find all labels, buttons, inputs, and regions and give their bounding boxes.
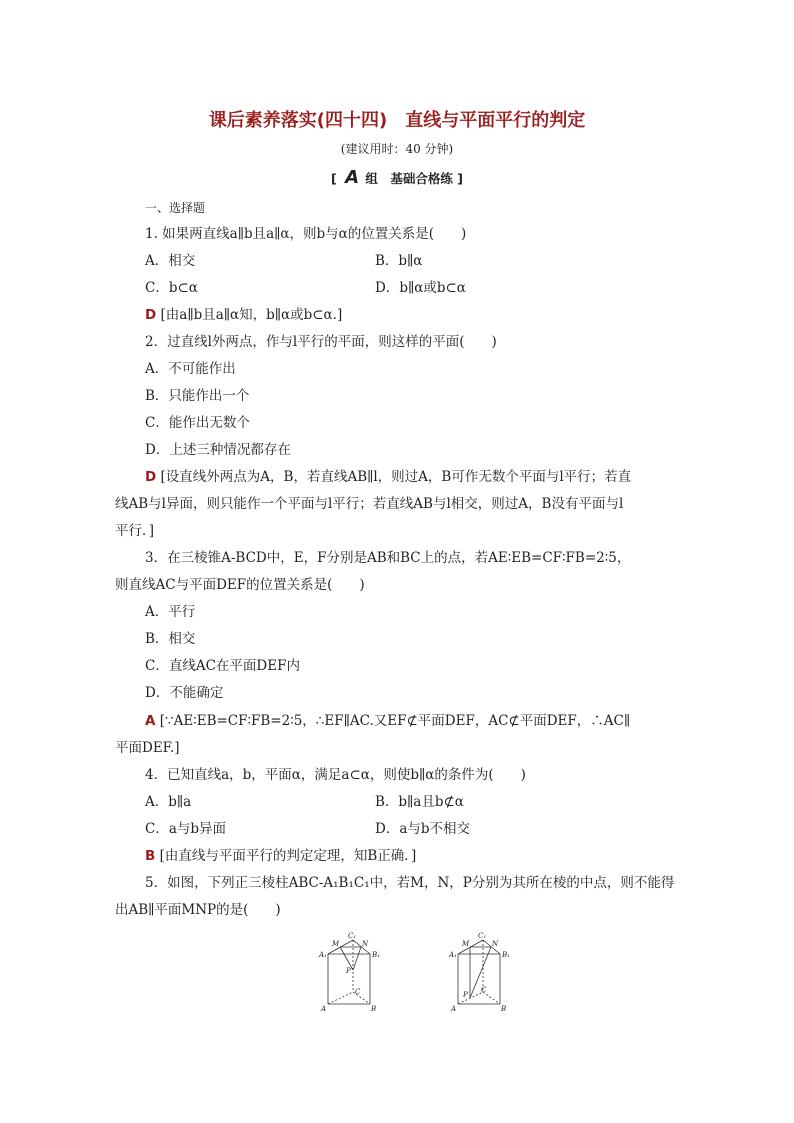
q2-option-c: C．能作出无数个 bbox=[145, 415, 250, 431]
q4-answer bbox=[145, 847, 416, 865]
q4-answer-letter: B bbox=[145, 848, 156, 864]
q1-answer-text: [由a∥b且a∥α知，b∥α或b⊂α.] bbox=[160, 307, 343, 323]
q2-option-d: D．上述三种情况都存在 bbox=[145, 442, 291, 458]
q3-option-b: B．相交 bbox=[145, 631, 196, 647]
q4-option-d: D．a与b不相交 bbox=[375, 821, 471, 837]
fig1-label-c1: C₁ bbox=[348, 932, 357, 940]
q2-answer-line-2: 线AB与l异面，则只能作一个平面与l平行；若直线AB与l相交，则过A，B没有平面与l bbox=[115, 496, 624, 512]
q1-stem: 1. 如果两直线a∥b且a∥α，则b与α的位置关系是( ) bbox=[145, 226, 467, 242]
q3-option-d: D．不能确定 bbox=[145, 685, 224, 701]
fig1-label-a: A bbox=[321, 1005, 327, 1013]
fig1-label-p: P bbox=[346, 967, 351, 975]
q4-option-c: C．a与b异面 bbox=[145, 821, 227, 837]
q4-answer-text: [由直线与平面平行的判定定理，知B正确．] bbox=[159, 848, 417, 864]
fig2-label-b1: B₁ bbox=[502, 951, 510, 959]
group-bracket-open: [ bbox=[331, 171, 337, 186]
prism-figure-2 bbox=[448, 930, 518, 1014]
q5-stem-line-2: 出AB∥平面MNP的是( ) bbox=[115, 902, 281, 918]
fig2-label-c1: C₁ bbox=[478, 932, 487, 940]
q2-option-a: A．不可能作出 bbox=[145, 361, 236, 377]
fig1-label-m: M bbox=[332, 940, 340, 948]
fig2-label-a: A bbox=[451, 1005, 457, 1013]
q2-answer-line-3: 平行．] bbox=[115, 523, 155, 539]
q3-answer-line-1 bbox=[145, 712, 630, 730]
fig2-label-m: M bbox=[462, 940, 470, 948]
q2-option-b: B．只能作出一个 bbox=[145, 388, 250, 404]
group-label: 组 基础合格练 bbox=[365, 171, 453, 186]
fig1-label-b: B bbox=[371, 1005, 377, 1013]
fig1-label-c: C bbox=[355, 988, 361, 996]
fig1-label-b1: B₁ bbox=[372, 951, 380, 959]
q3-answer-text-1: [∵AE∶EB=CF∶FB=2∶5，∴EF∥AC.又EF⊄平面DEF，AC⊄平面DEF，∴AC∥ bbox=[159, 713, 631, 729]
q1-option-a: A．相交 bbox=[145, 253, 196, 269]
time-suggestion: (建议用时：40 分钟) bbox=[340, 142, 454, 156]
fig2-label-a1: A₁ bbox=[449, 951, 457, 959]
group-letter: A bbox=[345, 167, 360, 188]
q1-answer bbox=[145, 306, 342, 324]
fig2-label-n: N bbox=[492, 940, 499, 948]
q2-answer-letter: D bbox=[145, 469, 157, 485]
q2-stem: 2．过直线l外两点，作与l平行的平面，则这样的平面( ) bbox=[145, 334, 497, 350]
q1-option-c: C．b⊂α bbox=[145, 280, 198, 296]
fig1-label-n: N bbox=[362, 940, 369, 948]
fig2-label-c: C bbox=[481, 986, 487, 994]
group-heading bbox=[0, 167, 794, 188]
q1-answer-letter: D bbox=[145, 307, 157, 323]
page-title: 课后素养落实(四十四) 直线与平面平行的判定 bbox=[208, 110, 586, 131]
q3-option-a: A．平行 bbox=[145, 604, 196, 620]
q2-answer-text-1: [设直线外两点为A，B，若直线AB∥l，则过A，B可作无数个平面与l平行；若直 bbox=[160, 469, 632, 485]
section-heading: 一、选择题 bbox=[145, 201, 206, 215]
q3-stem-line-1: 3．在三棱锥A-BCD中，E，F分别是AB和BC上的点，若AE∶EB=CF∶FB=2∶5， bbox=[145, 550, 631, 566]
q1-option-b: B．b∥α bbox=[375, 253, 423, 269]
q1-option-d: D．b∥α或b⊂α bbox=[375, 280, 466, 296]
q2-answer-line-1 bbox=[145, 468, 631, 486]
q4-stem: 4．已知直线a，b，平面α，满足a⊂α，则使b∥α的条件为( ) bbox=[145, 767, 526, 783]
q4-option-a: A．b∥a bbox=[145, 794, 192, 810]
prism-figure-1 bbox=[318, 930, 388, 1014]
q3-answer-line-2: 平面DEF.] bbox=[115, 740, 180, 756]
q3-option-c: C．直线AC在平面DEF内 bbox=[145, 658, 300, 674]
q5-stem-line-1: 5．如图，下列正三棱柱ABC-A₁B₁C₁中，若M，N，P分别为其所在棱的中点，则不能得 bbox=[145, 875, 675, 891]
fig2-label-b: B bbox=[501, 1005, 507, 1013]
q4-option-b: B．b∥a且b⊄α bbox=[375, 794, 464, 810]
q3-answer-letter: A bbox=[145, 713, 156, 729]
fig2-label-p: P bbox=[463, 991, 468, 999]
q3-stem-line-2: 则直线AC与平面DEF的位置关系是( ) bbox=[115, 577, 365, 593]
group-bracket-close: ] bbox=[457, 171, 463, 186]
fig1-label-a1: A₁ bbox=[319, 951, 327, 959]
